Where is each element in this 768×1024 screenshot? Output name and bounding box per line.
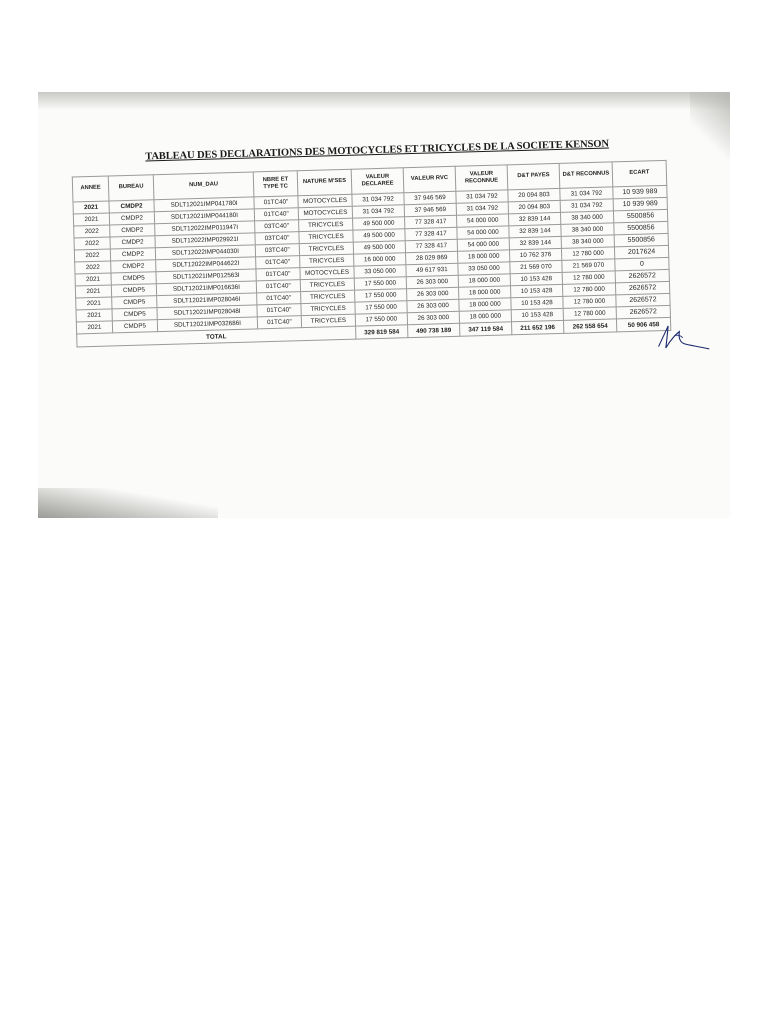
table-cell: 38 340 000 bbox=[561, 235, 614, 248]
scanned-page bbox=[38, 92, 730, 518]
column-header: ANNEE bbox=[72, 176, 109, 202]
table-cell: 03TC40'' bbox=[255, 244, 299, 257]
table-cell: 26 303 000 bbox=[407, 299, 459, 312]
table-cell: 26 303 000 bbox=[407, 311, 459, 324]
table-cell: SDLT12021IMP032686I bbox=[157, 317, 257, 332]
table-cell: 18 000 000 bbox=[458, 250, 510, 263]
table-cell: 33 050 000 bbox=[458, 262, 510, 275]
table-cell: SDLT12022IMP011947I bbox=[155, 221, 255, 236]
table-cell: 2626572 bbox=[615, 281, 669, 295]
table-cell: 2626572 bbox=[616, 293, 670, 307]
table-cell: 12 780 000 bbox=[563, 295, 616, 308]
table-cell: CMDP2 bbox=[110, 248, 155, 261]
table-cell: CMDP2 bbox=[111, 260, 156, 273]
table-cell: TRICYCLES bbox=[299, 230, 353, 244]
table-cell: 31 034 792 bbox=[456, 202, 508, 215]
table-cell: 18 000 000 bbox=[459, 298, 511, 311]
table-cell: 17 550 000 bbox=[355, 301, 407, 314]
table-cell: MOTOCYCLES bbox=[298, 206, 352, 220]
column-header: NUM_DAU bbox=[153, 172, 254, 200]
table-cell: 2022 bbox=[74, 225, 110, 238]
table-cell: 2022 bbox=[74, 237, 110, 250]
table-cell: 32 839 144 bbox=[509, 224, 561, 237]
table-cell: 10 762 376 bbox=[509, 248, 561, 261]
table-cell: 21 569 070 bbox=[562, 259, 615, 272]
column-header: NATURE M'SES bbox=[297, 169, 352, 195]
table-cell: 18 000 000 bbox=[459, 310, 511, 323]
total-valeur-declaree: 329 819 584 bbox=[356, 325, 408, 339]
table-cell: 12 780 000 bbox=[563, 307, 616, 320]
table-cell: 10 939 989 bbox=[613, 185, 667, 199]
table-cell: 01TC40'' bbox=[257, 292, 301, 305]
table-cell: SDLT12021IMP016636I bbox=[156, 281, 256, 296]
table-cell: 2017624 bbox=[614, 245, 668, 259]
table-cell: SDLT12021IMP041780I bbox=[154, 197, 254, 212]
table-cell: MOTOCYCLES bbox=[298, 194, 352, 208]
table-cell: 31 034 792 bbox=[352, 193, 404, 206]
table-cell: 54 000 000 bbox=[457, 214, 509, 227]
table-cell: TRICYCLES bbox=[301, 290, 355, 304]
table-cell: 12 780 000 bbox=[562, 271, 615, 284]
table-cell: 01TC40'' bbox=[257, 304, 301, 317]
table-cell: 2022 bbox=[74, 249, 110, 262]
table-cell: 01TC40'' bbox=[256, 280, 300, 293]
column-header: VALEUR RVC bbox=[403, 166, 456, 192]
table-cell: CMDP5 bbox=[111, 272, 156, 285]
table-cell: 2626572 bbox=[615, 269, 669, 283]
table-cell: 2022 bbox=[75, 261, 111, 274]
table-cell: 2021 bbox=[75, 273, 111, 286]
table-cell: 0 bbox=[615, 257, 669, 271]
table-cell: 01TC40" bbox=[254, 196, 298, 209]
total-valeur-rvc: 490 738 189 bbox=[408, 323, 460, 337]
table-cell: 31 034 792 bbox=[352, 205, 404, 218]
table-cell: SDLT12021IMP028046I bbox=[157, 293, 257, 308]
table-cell: 2626572 bbox=[616, 305, 670, 319]
table-cell: 16 000 000 bbox=[354, 253, 406, 266]
table-cell: 38 340 000 bbox=[560, 211, 613, 224]
table-cell: 18 000 000 bbox=[459, 286, 511, 299]
table-cell: 37 946 569 bbox=[404, 203, 456, 216]
table-cell: 2021 bbox=[76, 309, 112, 322]
table-cell: SDLT12021IMP012563I bbox=[156, 269, 256, 284]
table-cell: CMDP5 bbox=[112, 320, 157, 333]
table-cell: 49 500 000 bbox=[353, 217, 405, 230]
table-cell: 20 094 803 bbox=[508, 188, 560, 201]
table-cell: SDLT12021IMP044180I bbox=[154, 209, 254, 224]
table-cell: TRICYCLES bbox=[300, 278, 354, 292]
table-cell: 5500856 bbox=[613, 209, 667, 223]
table-cell: 31 034 792 bbox=[560, 187, 613, 200]
table-cell: 49 617 931 bbox=[406, 263, 458, 276]
table-cell: 10 153 428 bbox=[511, 308, 563, 321]
table-cell: 03TC40'' bbox=[255, 232, 299, 245]
table-cell: 38 340 000 bbox=[561, 223, 614, 236]
table-cell: 17 550 000 bbox=[355, 289, 407, 302]
table-cell: 12 780 000 bbox=[561, 247, 614, 260]
total-valeur-reconnue: 347 119 584 bbox=[460, 322, 512, 336]
table-cell: 10 153 428 bbox=[511, 296, 563, 309]
table-cell: 20 094 803 bbox=[508, 200, 560, 213]
table-cell: 37 946 569 bbox=[404, 191, 456, 204]
table-cell: 2021 bbox=[76, 297, 112, 310]
declarations-table bbox=[72, 160, 672, 348]
table-cell: SDLT12022IMP044622I bbox=[156, 257, 256, 272]
table-cell: 10 153 428 bbox=[510, 272, 562, 285]
table-cell: 5500856 bbox=[614, 233, 668, 247]
table-cell: TRICYCLES bbox=[301, 302, 355, 316]
table-cell: 54 000 000 bbox=[457, 238, 509, 251]
table-cell: 12 780 000 bbox=[562, 283, 615, 296]
table-cell: 01TC40'' bbox=[256, 256, 300, 269]
table-cell: 26 303 000 bbox=[407, 287, 459, 300]
document-title: TABLEAU DES DECLARATIONS DES MOTOCYCLES ET TRICYCLES DE LA SOCIETE KENSON bbox=[145, 138, 610, 163]
document-sheet bbox=[38, 92, 730, 518]
total-label: TOTAL bbox=[77, 326, 356, 347]
table-cell: 2021 bbox=[73, 213, 109, 226]
table-cell: 17 550 000 bbox=[354, 277, 406, 290]
table-body bbox=[73, 185, 670, 334]
table-cell: 32 839 144 bbox=[509, 236, 561, 249]
table-cell: TRICYCLES bbox=[300, 254, 354, 268]
table-cell: 10 153 428 bbox=[510, 284, 562, 297]
table-cell: TRICYCLES bbox=[299, 242, 353, 256]
table-cell: 5500856 bbox=[614, 221, 668, 235]
table-cell: 18 000 000 bbox=[458, 274, 510, 287]
table-cell: 01TC40'' bbox=[257, 316, 301, 329]
table-cell: 17 550 000 bbox=[355, 313, 407, 326]
table-cell: CMDP2 bbox=[110, 224, 155, 237]
table-cell: 2021 bbox=[76, 321, 112, 334]
column-header: NBRE ET TYPE TC bbox=[253, 171, 298, 197]
table-cell: 31 034 792 bbox=[456, 190, 508, 203]
table-cell: SDLT12021IMP028048I bbox=[157, 305, 257, 320]
column-header: D&T PAYES bbox=[507, 163, 560, 189]
total-dt-reconnus: 262 558 654 bbox=[563, 319, 616, 333]
table-cell: 33 050 000 bbox=[354, 265, 406, 278]
table-cell: 32 839 144 bbox=[508, 212, 560, 225]
table-cell: 77 328 417 bbox=[405, 227, 457, 240]
table-cell: 49 500 000 bbox=[353, 241, 405, 254]
table-cell: 2021 bbox=[75, 285, 111, 298]
table-cell: 01TC40'' bbox=[256, 268, 300, 281]
table-cell: MOTOCYCLES bbox=[300, 266, 354, 280]
table-cell: TRICYCLES bbox=[301, 314, 355, 328]
table-cell: 31 034 792 bbox=[560, 199, 613, 212]
table-cell: 28 029 869 bbox=[406, 251, 458, 264]
table-cell: CMDP5 bbox=[112, 296, 157, 309]
table-cell: 26 303 000 bbox=[406, 275, 458, 288]
table-cell: 03TC40'' bbox=[255, 220, 299, 233]
table-cell: CMDP2 bbox=[109, 200, 154, 213]
table-cell: CMDP5 bbox=[111, 284, 156, 297]
total-dt-payes: 211 652 196 bbox=[512, 320, 564, 334]
table-cell: 10 939 989 bbox=[613, 197, 667, 211]
table-cell: 77 328 417 bbox=[405, 239, 457, 252]
table-cell: TRICYCLES bbox=[299, 218, 353, 232]
table-cell: CMDP5 bbox=[112, 308, 157, 321]
table-cell: 01TC40'' bbox=[254, 208, 298, 221]
handwritten-signature bbox=[652, 319, 713, 357]
column-header: VALEUR RECONNUE bbox=[455, 165, 508, 191]
table-cell: 77 328 417 bbox=[405, 215, 457, 228]
table-cell: CMDP2 bbox=[110, 236, 155, 249]
table-cell: 21 569 070 bbox=[510, 260, 562, 273]
table-cell: 54 000 000 bbox=[457, 226, 509, 239]
table-cell: SDLT12022IMP044030I bbox=[155, 245, 255, 260]
column-header: VALEUR DECLAREE bbox=[351, 168, 404, 194]
column-header: BUREAU bbox=[108, 175, 154, 201]
table-cell: SDLT12022IMP029921I bbox=[155, 233, 255, 248]
column-header: D&T RECONNUS bbox=[559, 162, 613, 188]
column-header: ECART bbox=[612, 160, 667, 186]
table-cell: 49 500 000 bbox=[353, 229, 405, 242]
table-cell: 2021 bbox=[73, 201, 109, 214]
total-ecart: 50 906 458 bbox=[616, 317, 670, 332]
table-cell: CMDP2 bbox=[109, 212, 154, 225]
